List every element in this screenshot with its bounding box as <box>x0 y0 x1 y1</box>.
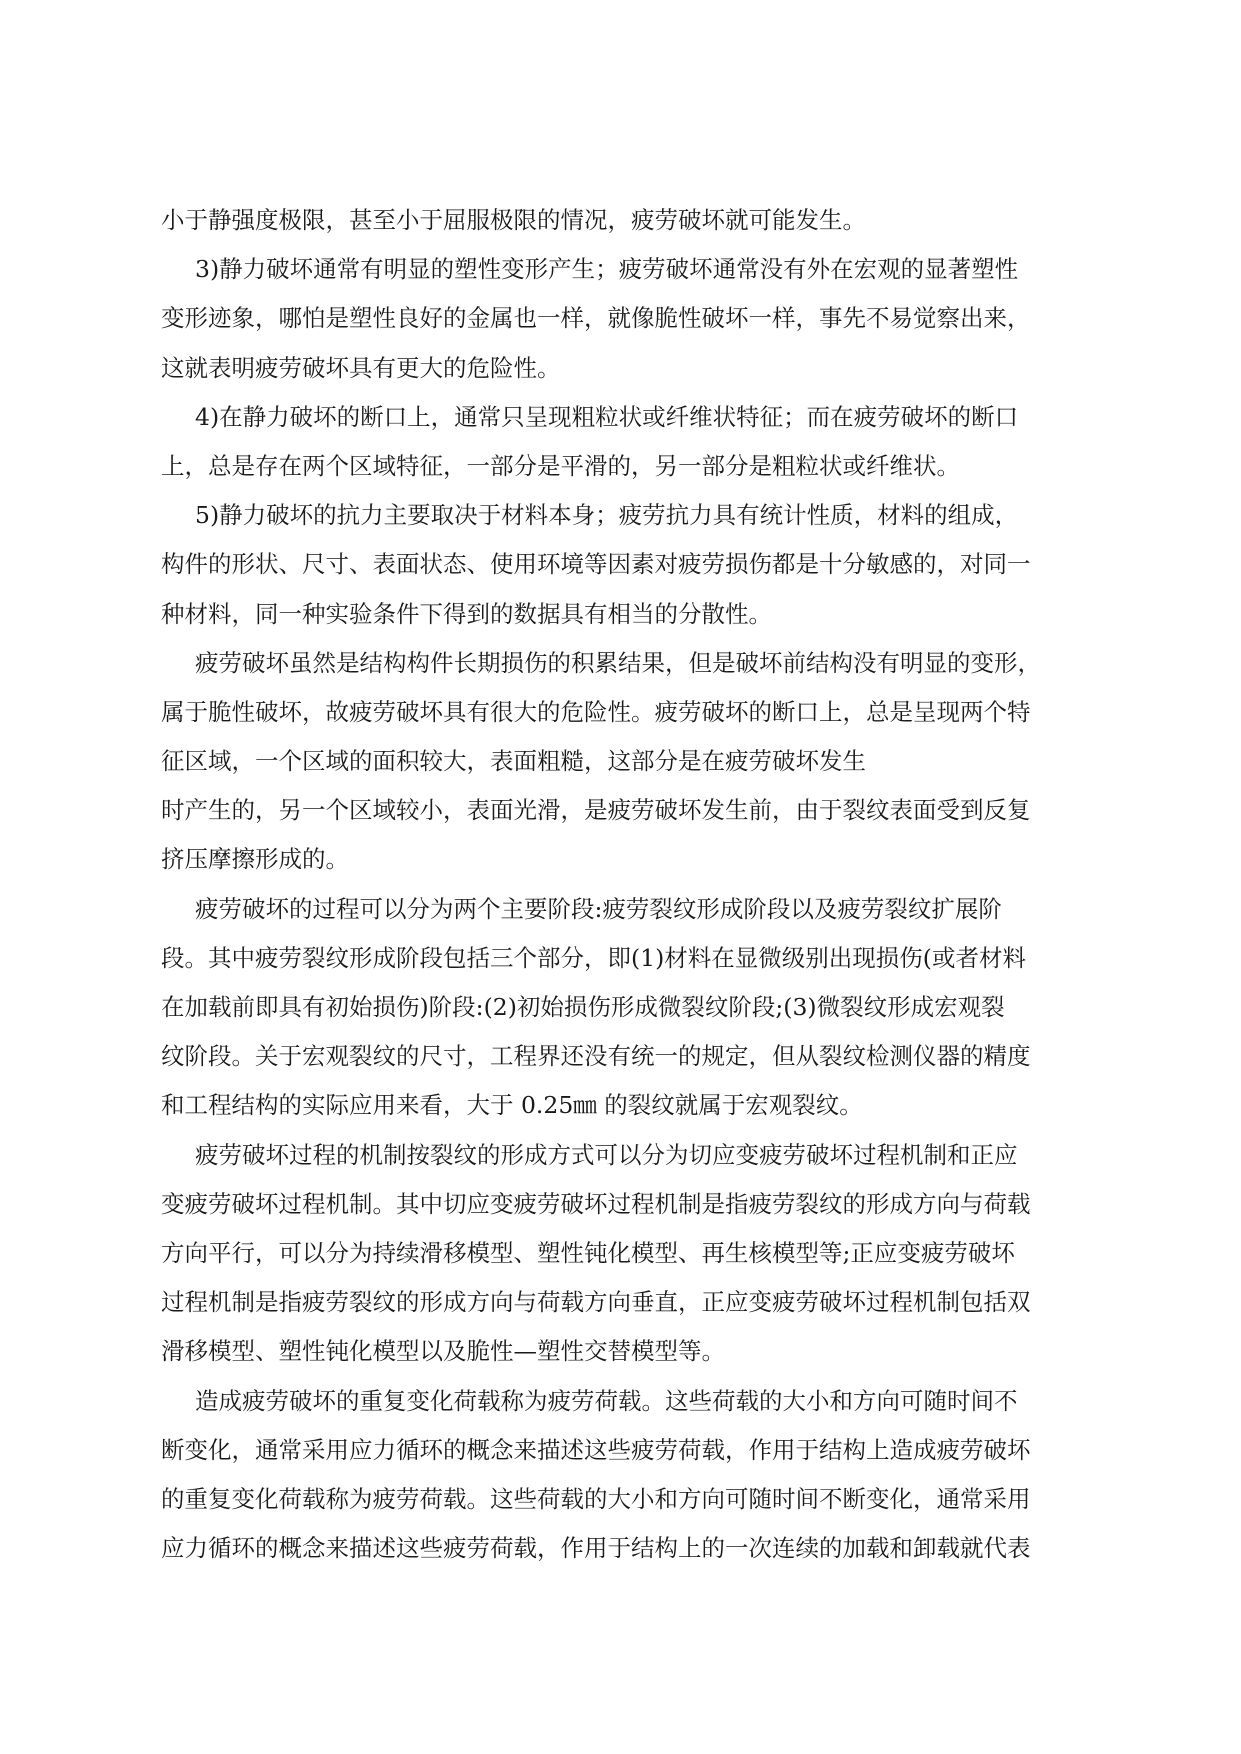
text-line: 上，总是存在两个区域特征，一部分是平滑的，另一部分是粗粒状或纤维状。 <box>161 451 960 480</box>
text-line: 3)静力破坏通常有明显的塑性变形产生；疲劳破坏通常没有外在宏观的显著塑性 <box>195 255 1019 284</box>
paragraph <box>161 245 1081 393</box>
text-line: 属于脆性破坏，故疲劳破坏具有很大的危险性。疲劳破坏的断口上，总是呈现两个特 <box>161 697 1031 726</box>
paragraph <box>161 1377 1081 1574</box>
text-line: 纹阶段。关于宏观裂纹的尺寸，工程界还没有统一的规定，但从裂纹检测仪器的精度 <box>161 1042 1031 1071</box>
text-line: 方向平行，可以分为持续滑移模型、塑性钝化模型、再生核模型等;正应变疲劳破坏 <box>161 1238 1015 1267</box>
paragraph <box>161 885 1081 1131</box>
paragraph <box>161 393 1081 491</box>
text-line: 疲劳破坏虽然是结构构件长期损伤的积累结果，但是破坏前结构没有明显的变形， <box>195 648 1041 677</box>
paragraph <box>161 1131 1081 1377</box>
text-line: 时产生的，另一个区域较小，表面光滑，是疲劳破坏发生前，由于裂纹表面受到反复 <box>161 796 1031 825</box>
text-line: 滑移模型、塑性钝化模型以及脆性—塑性交替模型等。 <box>161 1337 725 1366</box>
text-line: 过程机制是指疲劳裂纹的形成方向与荷载方向垂直，正应变疲劳破坏过程机制包括双 <box>161 1288 1031 1317</box>
text-line: 变形迹象，哪怕是塑性良好的金属也一样，就像脆性破坏一样，事先不易觉察出来， <box>161 304 1031 333</box>
text-line: 疲劳破坏过程的机制按裂纹的形成方式可以分为切应变疲劳破坏过程机制和正应 <box>195 1140 1018 1169</box>
text-line: 疲劳破坏的过程可以分为两个主要阶段:疲劳裂纹形成阶段以及疲劳裂纹扩展阶 <box>195 894 1002 923</box>
text-line: 小于静强度极限，甚至小于屈服极限的情况，疲劳破坏就可能发生。 <box>161 206 866 234</box>
text-line: 构件的形状、尺寸、表面状态、使用环境等因素对疲劳损伤都是十分敏感的，对同一 <box>161 550 1031 579</box>
paragraph <box>161 196 1081 245</box>
text-line: 断变化，通常采用应力循环的概念来描述这些疲劳荷载，作用于结构上造成疲劳破坏 <box>161 1435 1031 1464</box>
text-line: 造成疲劳破坏的重复变化荷载称为疲劳荷载。这些荷载的大小和方向可随时间不 <box>195 1386 1018 1415</box>
text-line: 的重复变化荷载称为疲劳荷载。这些荷载的大小和方向可随时间不断变化，通常采用 <box>161 1484 1031 1513</box>
text-line: 这就表明疲劳破坏具有更大的危险性。 <box>161 353 561 382</box>
text-line: 征区域，一个区域的面积较大，表面粗糙，这部分是在疲劳破坏发生 <box>161 747 866 776</box>
text-line: 段。其中疲劳裂纹形成阶段包括三个部分，即(1)材料在显微级别出现损伤(或者材料 <box>161 943 1026 972</box>
text-line: 挤压摩擦形成的。 <box>161 845 349 874</box>
text-line: 变疲劳破坏过程机制。其中切应变疲劳破坏过程机制是指疲劳裂纹的形成方向与荷载 <box>161 1189 1031 1218</box>
text-line: 5)静力破坏的抗力主要取决于材料本身；疲劳抗力具有统计性质，材料的组成， <box>195 501 1019 530</box>
text-line: 种材料，同一种实验条件下得到的数据具有相当的分散性。 <box>161 599 772 628</box>
text-line: 和工程结构的实际应用来看，大于 0.25㎜ 的裂纹就属于宏观裂纹。 <box>161 1091 863 1120</box>
paragraph <box>161 491 1081 639</box>
paragraph <box>161 639 1081 885</box>
text-line: 在加载前即具有初始损伤)阶段:(2)初始损伤形成微裂纹阶段;(3)微裂纹形成宏观裂 <box>161 993 1005 1021</box>
body-text <box>161 196 1081 1573</box>
text-line: 4)在静力破坏的断口上，通常只呈现粗粒状或纤维状特征；而在疲劳破坏的断口 <box>195 402 1019 431</box>
text-line: 应力循环的概念来描述这些疲劳荷载，作用于结构上的一次连续的加载和卸载就代表 <box>161 1534 1031 1563</box>
